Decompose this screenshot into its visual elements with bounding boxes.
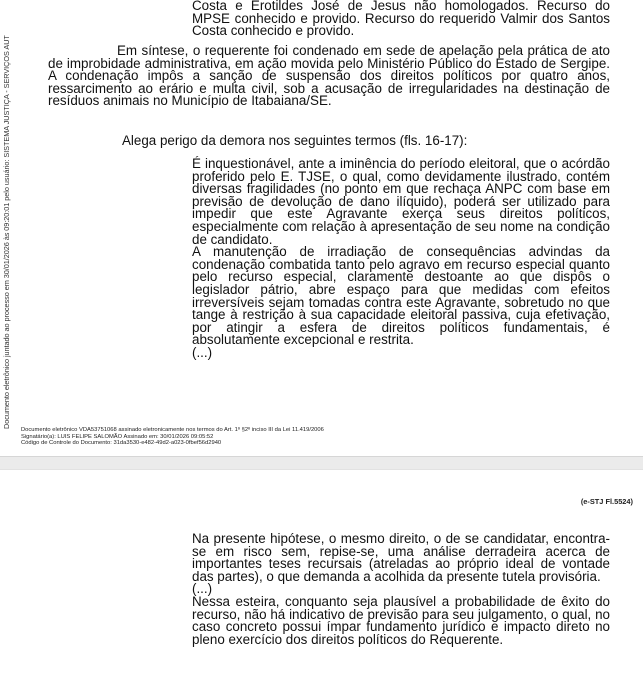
quote-block-top — [192, 0, 610, 38]
quote-paragraph-a: Na presente hipótese, o mesmo direito, o de se candidatar, encontra-se em risco sem, repise-se, uma análise derradeira acerca de importantes teses recursais (atreladas ao próprio ideal de vontade das partes), o que demanda a acolhida da presente tutela provisória. — [192, 531, 610, 584]
page-separator — [0, 456, 643, 470]
quote-block-main — [192, 158, 610, 360]
signature-footer — [21, 427, 324, 447]
quote-text: Costa e Erotildes José de Jesus não homologados. Recurso do MPSE conhecido e provido. Recurso do requerido Valmir dos Santos Costa conhecido e provido. — [192, 0, 610, 39]
quote-ellipsis: (...) — [192, 581, 213, 597]
paragraph-text: Em síntese, o requerente foi condenado em sede de apelação pela prática de ato de improbidade administrativa, em ação movida pelo Ministério Público do Estado de Sergipe. A condenação impôs a sanção de suspensão dos direitos políticos por quatro anos, ressarcimento ao erário e multa civil, sob a acusação de irregularidades na destinação de resíduos animais no Município de Itabaiana/SE. — [48, 43, 610, 109]
quote-block-page2 — [192, 533, 610, 646]
quote-paragraph-b: Nessa esteira, conquanto seja plausível a probabilidade de êxito do recurso, não há indicativo de previsão para seu julgamento, o qual, no caso concreto possui ímpar fundamento jurídico e impacto direto no pleno exercício dos direitos políticos do Requerente. — [192, 593, 610, 647]
quote-paragraph-2: A manutenção de irradiação de consequências advindas da condenação combatida tanto pelo agravo em recurso especial quanto pelo recurso especial, claramente destoante ao que dispôs o legislador pátrio, abre espaço para que medidas com efeitos irreversíveis sejam tomadas contra este Agravante, sobretudo no que tange à restrição à sua capacidade eleitoral passiva, cuja efetivação, por atingir a esfera de direitos políticos fundamentais, é absolutamente excepcional e restrita. — [192, 244, 610, 348]
footer-line-signatory: Signatário(a): LUIS FELIPE SALOMÃO Assinado em: 30/01/2026 09:05:52 — [21, 433, 214, 440]
side-margin-note: Documento eletrônico juntado ao processo em 30/01/2026 às 09:20:01 pelo usuário: SISTEMA JUSTIÇA - SERVIÇOS AUT — [2, 35, 11, 429]
footer-line-document: Documento eletrônico VDA53751068 assinado eletronicamente nos termos do Art. 1º §2º inciso III da Lei 11.419/2006 — [21, 427, 324, 433]
quote-paragraph-1: É inquestionável, ante a iminência do período eleitoral, que o acórdão proferido pelo E. TJSE, o qual, como devidamente ilustrado, contém diversas fragilidades (no ponto em que rechaça ANPC com base em previsão de devolução de dano ilíquido), poderá ser utilizado para impedir que este Agravante exerça seus direitos políticos, especialmente com relação à apresentação de seu nome na condição de candidato. — [192, 156, 610, 247]
document-page-2 — [0, 470, 643, 675]
footer-line-control-code: Código de Controle do Documento: 31da3530-e482-49d2-a023-0fbef56d2940 — [21, 440, 222, 447]
stj-page-number: (e-STJ Fl.5524) — [580, 497, 633, 506]
paragraph-summary — [48, 45, 610, 108]
quote-ellipsis: (...) — [192, 344, 213, 360]
paragraph-alega: Alega perigo da demora nos seguintes termos (fls. 16-17): — [122, 133, 468, 148]
